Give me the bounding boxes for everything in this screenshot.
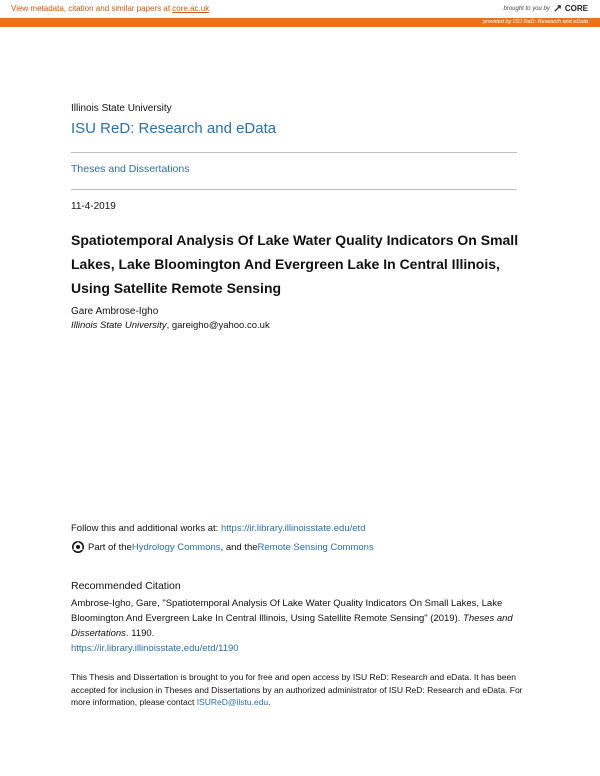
follow-link[interactable]: https://ir.library.illinoisstate.edu/etd <box>220 523 366 534</box>
follow-label: Follow this and additional works at: <box>71 523 221 534</box>
hydrology-commons-link[interactable]: Hydrology Commons <box>131 541 221 553</box>
recommended-citation-heading: Recommended Citation <box>71 580 181 592</box>
part-of-line <box>71 540 374 554</box>
core-metadata-notice <box>11 4 209 13</box>
divider-bottom <box>71 189 517 190</box>
collection-link[interactable]: Theses and Dissertations <box>71 163 190 175</box>
network-icon <box>71 540 85 554</box>
author-name: Gare Ambrose-Igho <box>71 306 159 317</box>
core-metadata-text: View metadata, citation and similar papers at <box>11 4 173 13</box>
core-brought-text: brought to you by <box>503 5 550 12</box>
document-title: Spatiotemporal Analysis Of Lake Water Quality Indicators On Small Lakes, Lake Bloomington And Evergreen Lake In Central Illinois, Using Satellite Remote Sensing <box>71 232 519 296</box>
author-email: , gareigho@yahoo.co.uk <box>166 320 270 331</box>
remote-sensing-commons-link[interactable]: Remote Sensing Commons <box>257 541 374 553</box>
author-affiliation <box>71 320 270 331</box>
provider-bar <box>0 18 600 27</box>
core-brand-name[interactable]: CORE <box>564 4 588 13</box>
provider-text: provided by ISU ReD: Research and eData <box>482 19 588 25</box>
publication-date: 11-4-2019 <box>71 201 116 212</box>
core-link[interactable]: core.ac.uk <box>172 4 210 13</box>
recommended-citation-body <box>71 596 523 656</box>
affiliation-institution: Illinois State University <box>71 320 167 331</box>
institution-name: Illinois State University <box>71 103 172 114</box>
repository-link[interactable]: ISU ReD: Research and eData <box>71 120 277 137</box>
contact-email-link[interactable]: ISUReD@ilstu.edu <box>196 697 269 707</box>
core-brand <box>504 4 589 13</box>
part-of-middle: , and the <box>220 541 258 553</box>
divider-top <box>71 152 517 153</box>
citation-text: Ambrose-Igho, Gare, "Spatiotemporal Analysis Of Lake Water Quality Indicators On Small Lakes, Lake Bloomington And Evergreen Lake In Central Illinois, Using Satellite Remote Sensing" (2019). <box>71 598 503 624</box>
access-statement-text: This Thesis and Dissertation is brought to you for free and open access by ISU ReD: Research and eData. It has been accepted for inclusion in Theses and Dissertations by an authorized administrator of ISU ReD: Research and eData. For more information, please contact <box>71 672 523 707</box>
follow-line <box>71 523 365 534</box>
citation-series: Theses and Dissertations <box>71 613 513 639</box>
citation-number: . 1190. <box>125 628 155 639</box>
part-of-prefix: Part of the <box>88 541 132 553</box>
core-top-banner <box>0 0 600 18</box>
access-statement-end: . <box>268 697 271 707</box>
core-logo-icon <box>553 4 562 13</box>
access-statement <box>71 671 526 709</box>
citation-link[interactable]: https://ir.library.illinoisstate.edu/etd/1190 <box>71 643 239 654</box>
